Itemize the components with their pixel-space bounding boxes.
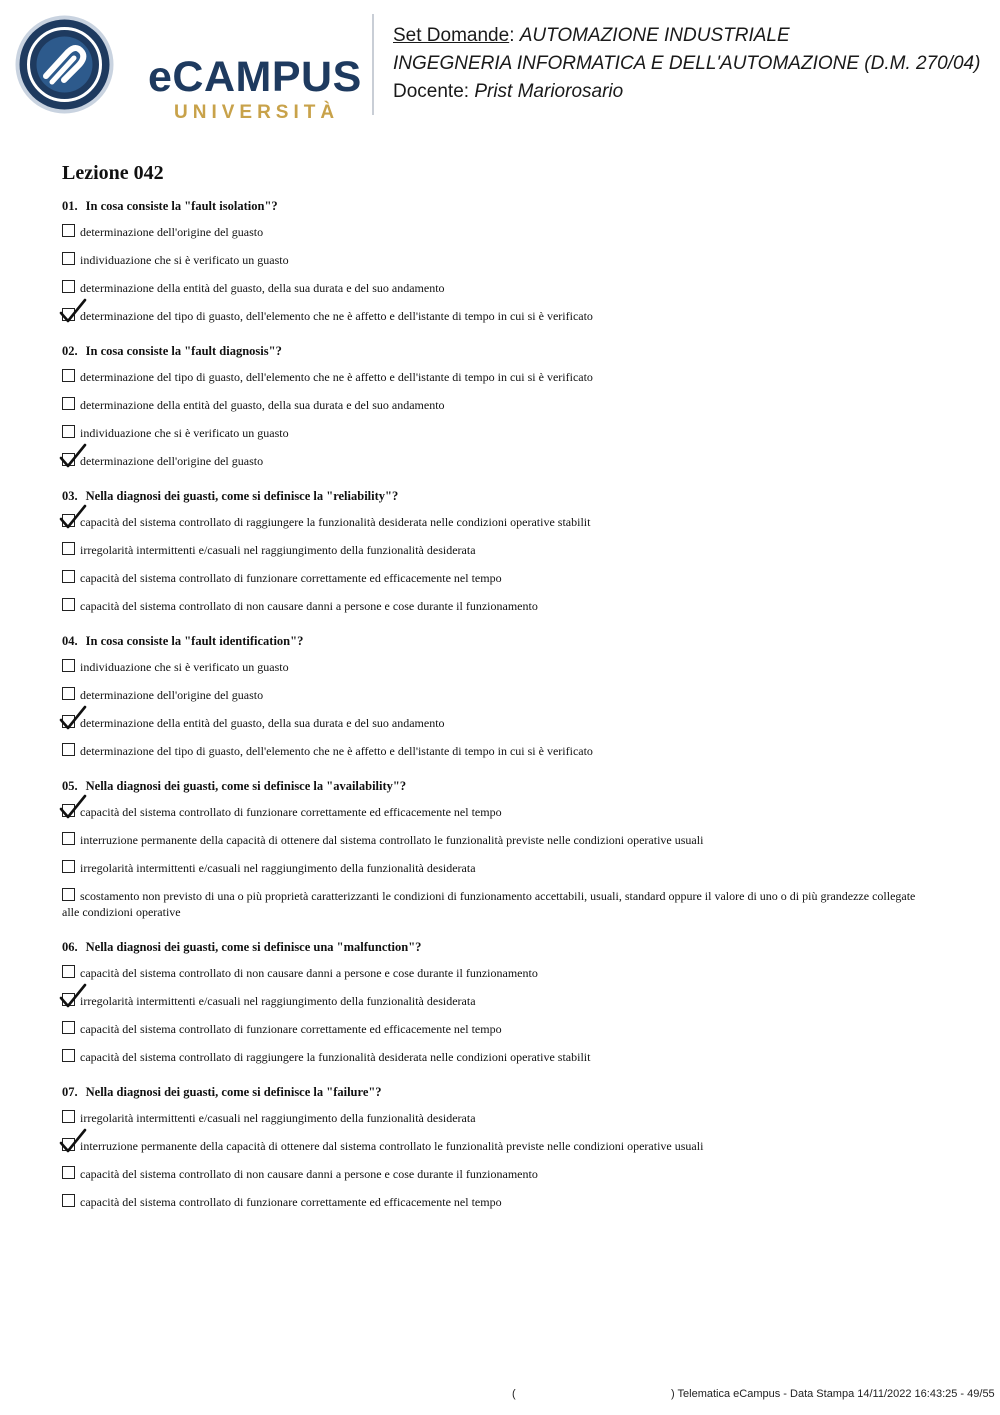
option-selected[interactable]	[62, 804, 962, 820]
question-text: 07. Nella diagnosi dei guasti, come si definisce la "failure"?	[62, 1085, 382, 1099]
question-07	[62, 1084, 962, 1210]
checkbox-checked[interactable]	[62, 715, 75, 728]
docente-label: Docente:	[393, 81, 470, 102]
option-label: determinazione della entità del guasto, della sua durata e del suo andamento	[80, 716, 445, 730]
option-label: irregolarità intermittenti e/casuali nel raggiungimento della funzionalità desiderata	[80, 1111, 476, 1125]
docente-line	[393, 78, 980, 106]
checkbox[interactable]	[62, 659, 75, 672]
option-label: capacità del sistema controllato di raggiungere la funzionalità desiderata nelle condizioni operative stabilit	[80, 515, 591, 529]
option-label: capacità del sistema controllato di funzionare correttamente ed efficacemente nel tempo	[80, 571, 502, 585]
checkbox-checked[interactable]	[62, 514, 75, 527]
option-selected[interactable]	[62, 514, 962, 530]
option[interactable]	[62, 1194, 962, 1210]
option-label: determinazione del tipo di guasto, dell'elemento che ne è affetto e dell'istante di tempo in cui si è verificato	[80, 370, 593, 384]
logo-wordmark: eCAMPUS	[148, 53, 362, 101]
option-label: irregolarità intermittenti e/casuali nel raggiungimento della funzionalità desiderata	[80, 994, 476, 1008]
option[interactable]	[62, 570, 962, 586]
checkbox[interactable]	[62, 570, 75, 583]
option[interactable]	[62, 832, 962, 848]
question-text: 02. In cosa consiste la "fault diagnosis"?	[62, 344, 282, 358]
checkbox[interactable]	[62, 1194, 75, 1207]
question-04	[62, 633, 962, 759]
option-label: capacità del sistema controllato di non causare danni a persone e cose durante il funzionamento	[80, 1167, 538, 1181]
question-06	[62, 939, 962, 1065]
option[interactable]	[62, 965, 962, 981]
option-label: capacità del sistema controllato di funzionare correttamente ed efficacemente nel tempo	[80, 1022, 502, 1036]
checkbox[interactable]	[62, 832, 75, 845]
question-text: 05. Nella diagnosi dei guasti, come si definisce la "availability"?	[62, 779, 407, 793]
option-selected[interactable]	[62, 715, 962, 731]
logo-subtext: UNIVERSITÀ	[174, 102, 340, 123]
checkbox[interactable]	[62, 1110, 75, 1123]
checkbox[interactable]	[62, 743, 75, 756]
checkbox-checked[interactable]	[62, 308, 75, 321]
checkbox[interactable]	[62, 888, 75, 901]
option-label: determinazione dell'origine del guasto	[80, 225, 264, 239]
option-label: scostamento non previsto di una o più proprietà caratterizzanti le condizioni di funzionamento accettabili, usuali, standard oppure il valore di uno o di più grandezze collegate alle condizioni operative	[62, 889, 916, 919]
option-label: interruzione permanente della capacità di ottenere dal sistema controllato le funzionalità previste nelle condizioni operative usuali	[80, 833, 704, 847]
option[interactable]	[62, 598, 962, 614]
option-label: determinazione della entità del guasto, della sua durata e del suo andamento	[80, 398, 445, 412]
ecampus-emblem-icon	[14, 14, 115, 115]
question-05	[62, 778, 962, 920]
option-label: capacità del sistema controllato di non causare danni a persone e cose durante il funzionamento	[80, 966, 538, 980]
option-label: determinazione del tipo di guasto, dell'elemento che ne è affetto e dell'istante di tempo in cui si è verificato	[80, 309, 593, 323]
option[interactable]	[62, 860, 962, 876]
set-value: AUTOMAZIONE INDUSTRIALE	[519, 25, 790, 46]
option-label: irregolarità intermittenti e/casuali nel raggiungimento della funzionalità desiderata	[80, 543, 476, 557]
option-selected[interactable]	[62, 1138, 962, 1154]
footer-paren: (	[512, 1388, 516, 1400]
option[interactable]	[62, 280, 962, 296]
option[interactable]	[62, 687, 962, 703]
option-selected[interactable]	[62, 308, 962, 324]
set-label: Set Domande	[393, 25, 510, 46]
question-text: 01. In cosa consiste la "fault isolation"?	[62, 199, 278, 213]
checkbox[interactable]	[62, 397, 75, 410]
question-text: 03. Nella diagnosi dei guasti, come si definisce la "reliability"?	[62, 489, 399, 503]
option-label: capacità del sistema controllato di raggiungere la funzionalità desiderata nelle condizioni operative stabilit	[80, 1050, 591, 1064]
option[interactable]	[62, 1110, 962, 1126]
checkbox[interactable]	[62, 369, 75, 382]
checkbox-checked[interactable]	[62, 1138, 75, 1151]
checkbox[interactable]	[62, 1166, 75, 1179]
option[interactable]	[62, 397, 962, 413]
option-label: capacità del sistema controllato di non causare danni a persone e cose durante il funzionamento	[80, 599, 538, 613]
option-selected[interactable]	[62, 453, 962, 469]
header-divider	[372, 14, 374, 115]
checkbox-checked[interactable]	[62, 804, 75, 817]
question-03	[62, 488, 962, 614]
checkbox[interactable]	[62, 224, 75, 237]
option-label: interruzione permanente della capacità di ottenere dal sistema controllato le funzionalità previste nelle condizioni operative usuali	[80, 1139, 704, 1153]
option-label: irregolarità intermittenti e/casuali nel raggiungimento della funzionalità desiderata	[80, 861, 476, 875]
option-selected[interactable]	[62, 993, 962, 1009]
set-line: Set Domande: AUTOMAZIONE INDUSTRIALE	[393, 25, 790, 46]
option-label: capacità del sistema controllato di funzionare correttamente ed efficacemente nel tempo	[80, 1195, 502, 1209]
checkbox-checked[interactable]	[62, 453, 75, 466]
checkbox[interactable]	[62, 542, 75, 555]
option[interactable]	[62, 425, 962, 441]
option[interactable]	[62, 252, 962, 268]
lesson-title: Lezione 042	[62, 162, 164, 184]
option[interactable]	[62, 1049, 962, 1065]
document-header	[393, 22, 980, 106]
question-text: 06. Nella diagnosi dei guasti, come si definisce una "malfunction"?	[62, 940, 422, 954]
checkbox[interactable]	[62, 1049, 75, 1062]
question-01	[62, 198, 962, 324]
option[interactable]	[62, 1166, 962, 1182]
docente-value: Prist Mariorosario	[474, 81, 624, 102]
checkbox[interactable]	[62, 687, 75, 700]
checkbox[interactable]	[62, 598, 75, 611]
option[interactable]	[62, 542, 962, 558]
option-label: determinazione dell'origine del guasto	[80, 688, 264, 702]
option-label: determinazione della entità del guasto, della sua durata e del suo andamento	[80, 281, 445, 295]
option[interactable]	[62, 224, 962, 240]
option-label: determinazione del tipo di guasto, dell'elemento che ne è affetto e dell'istante di tempo in cui si è verificato	[80, 744, 593, 758]
option-label: individuazione che si è verificato un guasto	[80, 426, 289, 440]
option-label: determinazione dell'origine del guasto	[80, 454, 264, 468]
question-list	[62, 160, 962, 1229]
option[interactable]	[62, 743, 962, 759]
checkbox[interactable]	[62, 425, 75, 438]
option[interactable]	[62, 659, 962, 675]
option[interactable]	[62, 1021, 962, 1037]
footer-text: ) Telematica eCampus - Data Stampa 14/11/2022 16:43:25 - 49/55	[671, 1388, 995, 1400]
checkbox[interactable]	[62, 965, 75, 978]
checkbox[interactable]	[62, 1021, 75, 1034]
option-label: individuazione che si è verificato un guasto	[80, 660, 289, 674]
option-label: individuazione che si è verificato un guasto	[80, 253, 289, 267]
course-name: INGEGNERIA INFORMATICA E DELL'AUTOMAZIONE (D.M. 270/04)	[393, 53, 981, 74]
question-02	[62, 343, 962, 469]
option-label: capacità del sistema controllato di funzionare correttamente ed efficacemente nel tempo	[80, 805, 502, 819]
checkbox[interactable]	[62, 860, 75, 873]
checkbox-checked[interactable]	[62, 993, 75, 1006]
option[interactable]	[62, 888, 962, 920]
checkbox[interactable]	[62, 252, 75, 265]
option[interactable]	[62, 369, 962, 385]
checkbox[interactable]	[62, 280, 75, 293]
ecampus-logo	[14, 14, 362, 123]
question-text: 04. In cosa consiste la "fault identification"?	[62, 634, 304, 648]
